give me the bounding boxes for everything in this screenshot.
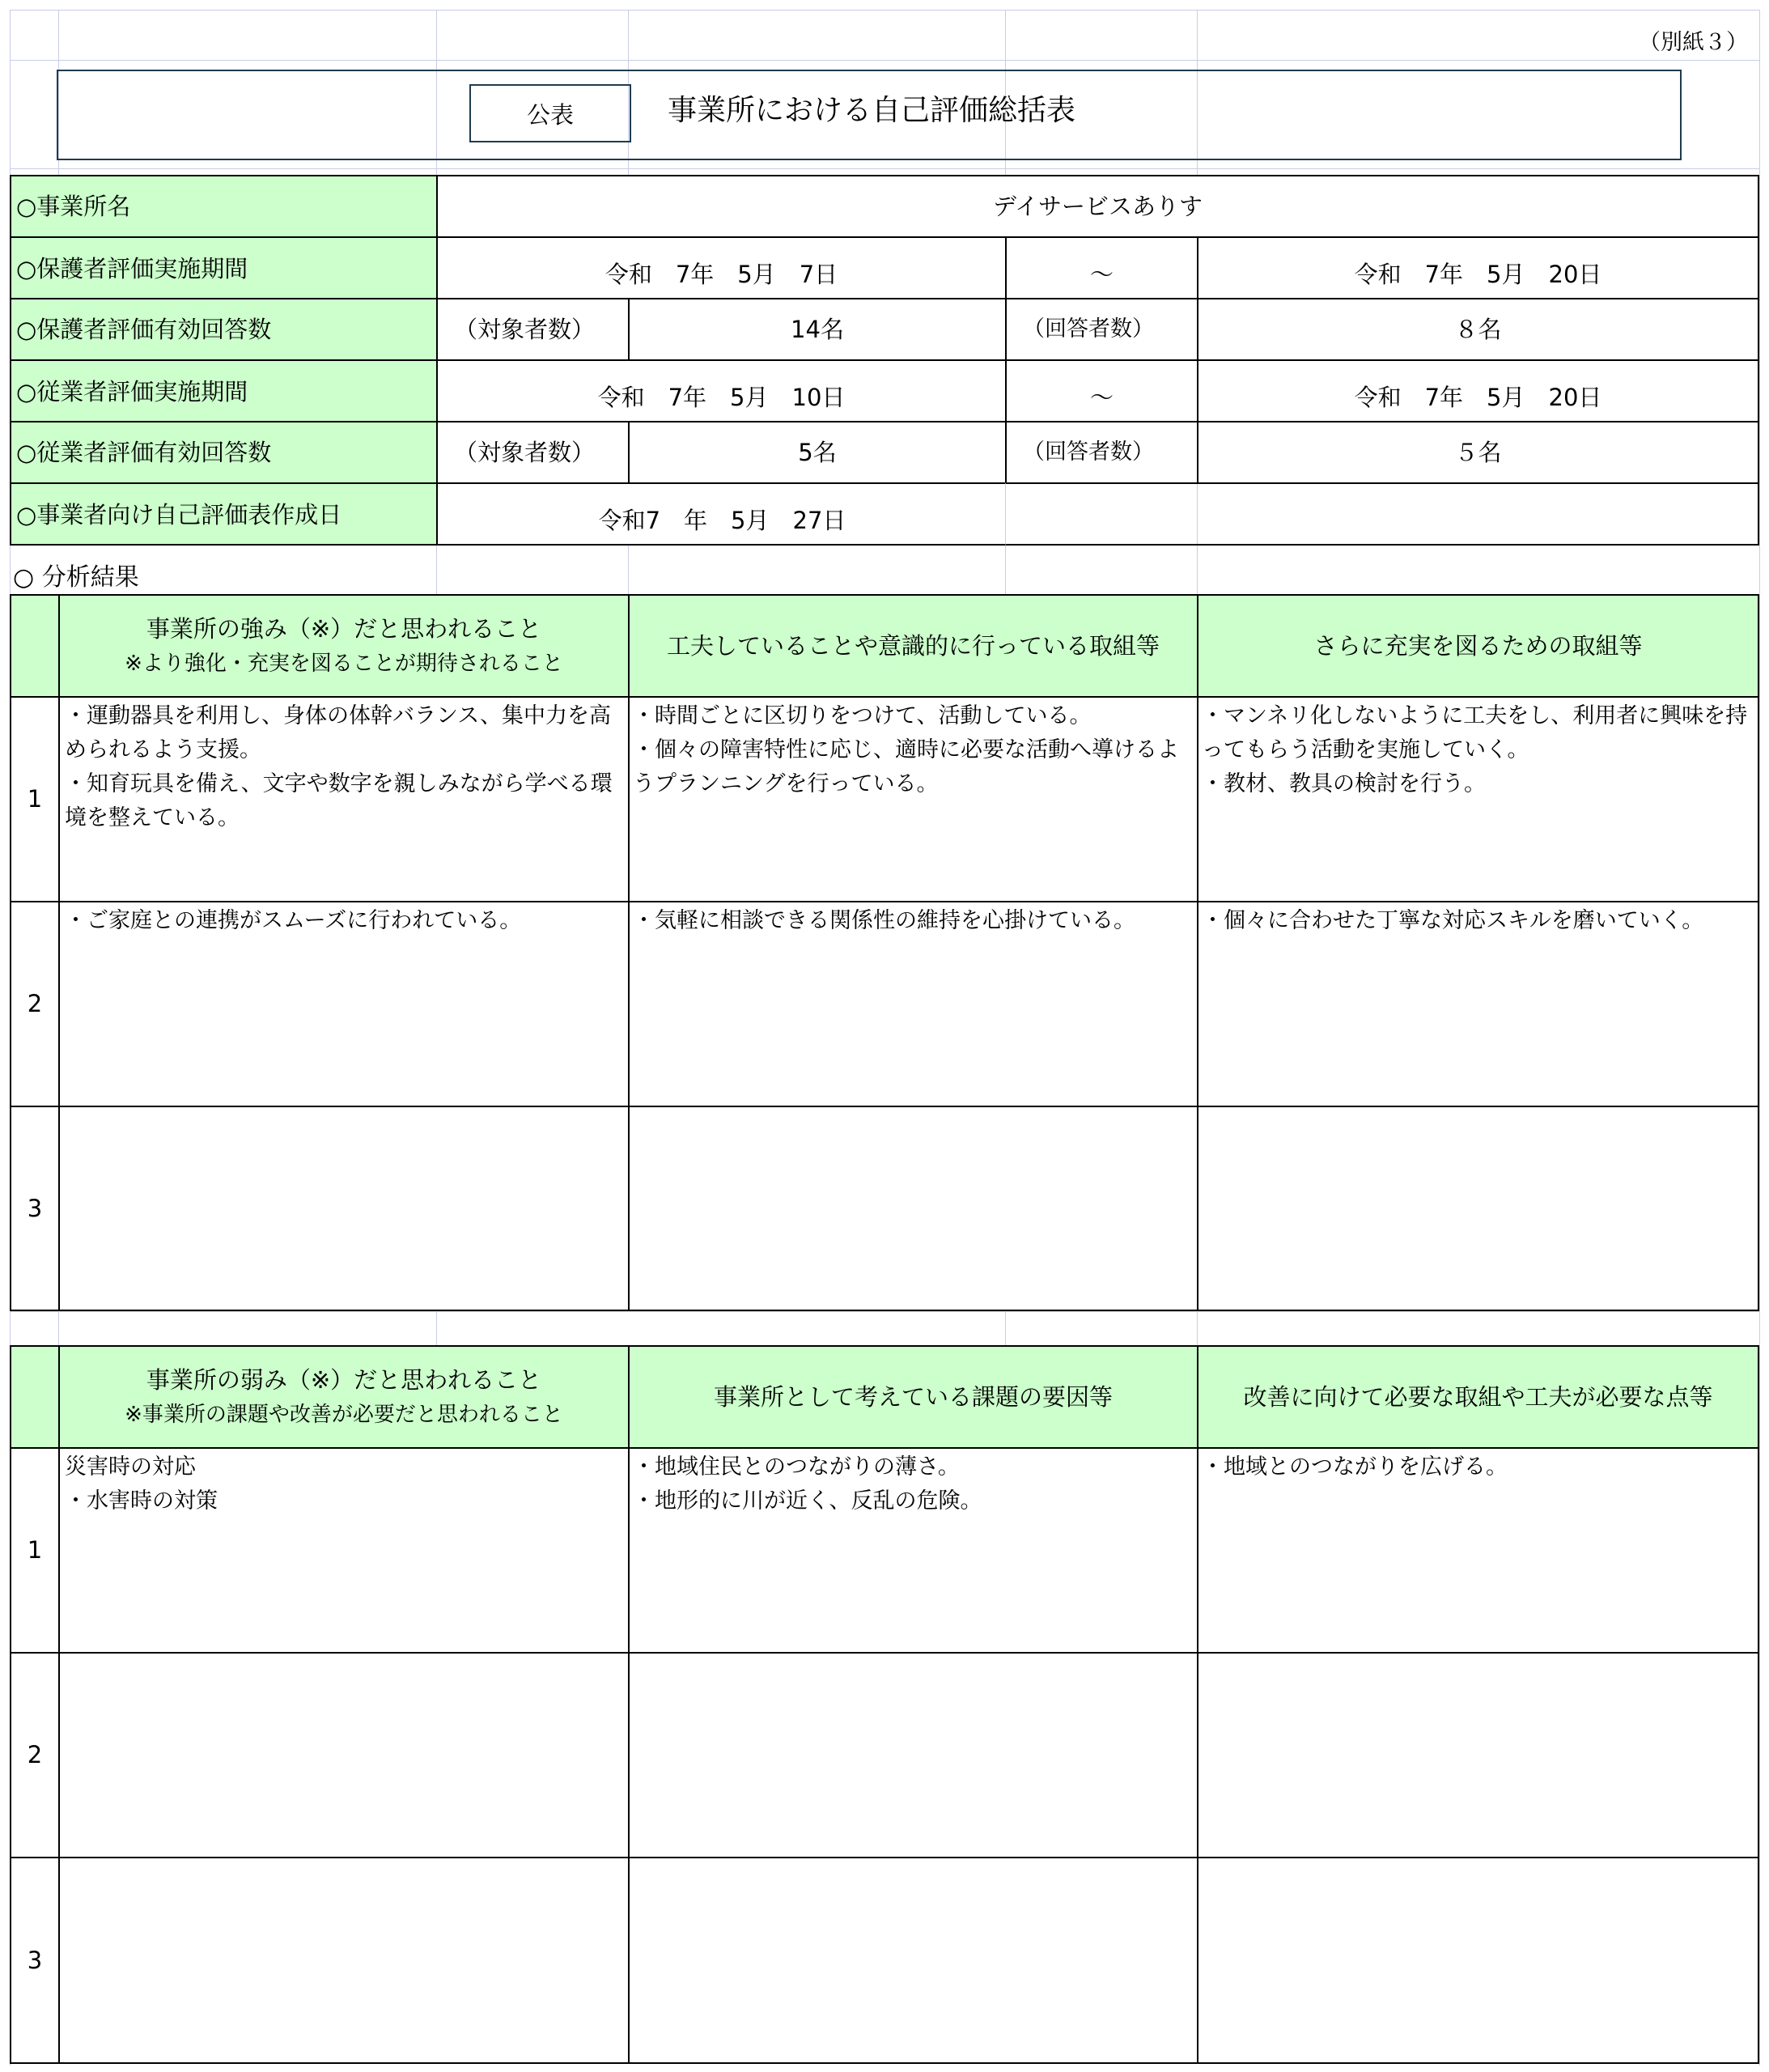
public-badge: 公表 — [469, 84, 631, 142]
strengths-row-number: 1 — [10, 696, 60, 902]
gridline — [10, 168, 1759, 169]
page-title: 事業所における自己評価総括表 — [668, 94, 1076, 127]
staff-target-label: （対象者数） — [436, 421, 630, 484]
staff-period-label: ○従業者評価実施期間 — [10, 359, 438, 422]
office-name-value: デイサービスありす — [436, 175, 1759, 238]
gridline — [10, 10, 1759, 11]
gridline — [628, 544, 629, 594]
staff-period-end: 令和 7年 5月 20日 — [1197, 359, 1759, 422]
weaknesses-row3-action — [1197, 1857, 1759, 2064]
weaknesses-row2-action — [1197, 1652, 1759, 1858]
strengths-row3-improvement — [1197, 1106, 1759, 1311]
gridline — [1759, 10, 1760, 2066]
strengths-col2-header: 工夫していることや意識的に行っている取組等 — [628, 594, 1198, 698]
weaknesses-row-number: 1 — [10, 1447, 60, 1654]
gridline — [10, 60, 1759, 61]
strengths-row2-improvement: ・個々に合わせた丁寧な対応スキルを磨いていく。 — [1197, 901, 1759, 1107]
strengths-row2-strength: ・ご家庭との連携がスムーズに行われている。 — [58, 901, 630, 1107]
created-date-value: 令和7 年 5月 27日 — [436, 482, 1007, 546]
office-name-label: ○事業所名 — [10, 175, 438, 238]
strengths-col1-header — [58, 594, 630, 698]
gridline — [1005, 544, 1006, 594]
staff-respondent-value: ５名 — [1197, 421, 1759, 484]
gridline — [1197, 544, 1198, 594]
strengths-row2-effort: ・気軽に相談できる関係性の維持を心掛けている。 — [628, 901, 1198, 1107]
weaknesses-header-blank — [10, 1345, 60, 1449]
weaknesses-row1-weakness: 災害時の対応 ・水害時の対策 — [58, 1447, 630, 1654]
strengths-header-blank — [10, 594, 60, 698]
guardian-respondent-label: （回答者数） — [1005, 298, 1198, 361]
staff-respondent-label: （回答者数） — [1005, 421, 1198, 484]
guardian-period-tilde: ～ — [1005, 236, 1198, 299]
weaknesses-col2-header: 事業所として考えている課題の要因等 — [628, 1345, 1198, 1449]
weaknesses-col1-title: 事業所の弱み（※）だと思われること — [146, 1366, 542, 1395]
gridline — [1197, 484, 1198, 544]
guardian-answers-label: ○保護者評価有効回答数 — [10, 298, 438, 361]
strengths-row1-effort: ・時間ごとに区切りをつけて、活動している。 ・個々の障害特性に応じ、適時に必要な活動へ導けるようプランニングを行っている。 — [628, 696, 1198, 902]
weaknesses-col1-subtitle: ※事業所の課題や改善が必要だと思われること — [125, 1403, 563, 1428]
weaknesses-row1-cause: ・地域住民とのつながりの薄さ。 ・地形的に川が近く、反乱の危険。 — [628, 1447, 1198, 1654]
guardian-target-label: （対象者数） — [436, 298, 630, 361]
weaknesses-row3-cause — [628, 1857, 1198, 2064]
strengths-row3-effort — [628, 1106, 1198, 1311]
weaknesses-row-number: 2 — [10, 1652, 60, 1858]
strengths-col3-header: さらに充実を図るための取組等 — [1197, 594, 1759, 698]
weaknesses-row3-weakness — [58, 1857, 630, 2064]
created-date-label: ○事業者向け自己評価表作成日 — [10, 482, 438, 546]
weaknesses-row-number: 3 — [10, 1857, 60, 2064]
staff-target-value: 5名 — [628, 421, 1007, 484]
gridline — [1197, 1311, 1198, 1345]
weaknesses-row2-weakness — [58, 1652, 630, 1858]
gridline — [1005, 1311, 1006, 1345]
gridline — [436, 544, 437, 594]
weaknesses-row2-cause — [628, 1652, 1198, 1858]
weaknesses-col1-header — [58, 1345, 630, 1449]
weaknesses-col3-header: 改善に向けて必要な取組や工夫が必要な点等 — [1197, 1345, 1759, 1449]
guardian-target-value: 14名 — [628, 298, 1007, 361]
strengths-row1-strength: ・運動器具を利用し、身体の体幹バランス、集中力を高められるよう支援。 ・知育玩具を備え、文字や数字を親しみながら学べる環境を整えている。 — [58, 696, 630, 902]
gridline — [58, 1311, 59, 1345]
guardian-respondent-value: ８名 — [1197, 298, 1759, 361]
attachment-label: （別紙３） — [1639, 30, 1748, 55]
analysis-label: ○ 分析結果 — [13, 563, 139, 592]
gridline — [436, 1311, 437, 1345]
staff-answers-label: ○従業者評価有効回答数 — [10, 421, 438, 484]
strengths-col1-subtitle: ※より強化・充実を図ることが期待されること — [125, 652, 563, 677]
guardian-period-start: 令和 7年 5月 7日 — [436, 236, 1007, 299]
guardian-period-label: ○保護者評価実施期間 — [10, 236, 438, 299]
gridline — [10, 1311, 1759, 1312]
staff-period-tilde: ～ — [1005, 359, 1198, 422]
strengths-row-number: 3 — [10, 1106, 60, 1311]
strengths-row1-improvement: ・マンネリ化しないように工夫をし、利用者に興味を持ってもらう活動を実施していく。 ・教材、教具の検討を行う。 — [1197, 696, 1759, 902]
strengths-col1-title: 事業所の強み（※）だと思われること — [146, 615, 542, 643]
strengths-row-number: 2 — [10, 901, 60, 1107]
weaknesses-row1-action: ・地域とのつながりを広げる。 — [1197, 1447, 1759, 1654]
staff-period-start: 令和 7年 5月 10日 — [436, 359, 1007, 422]
strengths-row3-strength — [58, 1106, 630, 1311]
created-date-blank — [1005, 482, 1759, 546]
guardian-period-end: 令和 7年 5月 20日 — [1197, 236, 1759, 299]
